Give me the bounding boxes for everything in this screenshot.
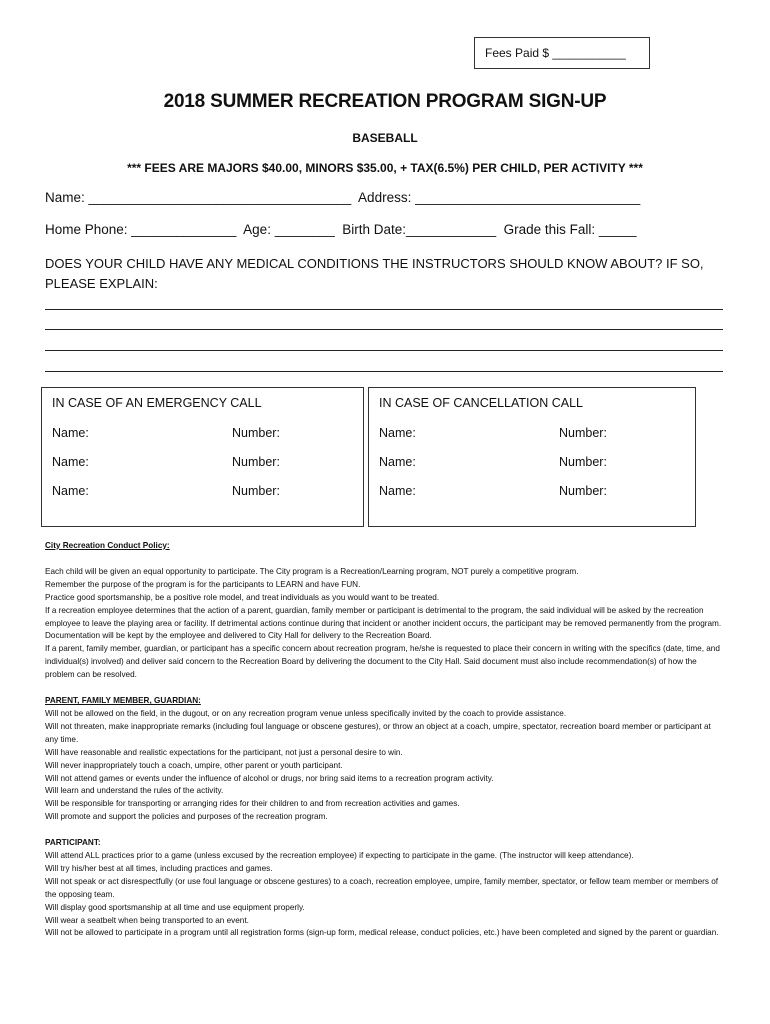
policy-paragraph: Practice good sportsmanship, be a positive role model, and treat individuals as you would want to be treated. <box>45 592 440 602</box>
fees-paid-box[interactable] <box>474 37 650 69</box>
parent-rule: Will not attend games or events under the influence of alcohol or drugs, nor bring said items to a recreation program activity. <box>45 773 494 783</box>
emergency-row[interactable] <box>52 484 363 500</box>
fees-paid-label: Fees Paid $ ___________ <box>485 46 626 60</box>
fees-notice: *** FEES ARE MAJORS $40.00, MINORS $35.00, + TAX(6.5%) PER CHILD, PER ACTIVITY *** <box>127 161 643 175</box>
participant-rule: Will attend ALL practices prior to a game (unless excused by the recreation employee) if expecting to participate in the game. (The instructor will keep attendance). <box>45 851 634 861</box>
policy-paragraph: Each child will be given an equal opportunity to participate. The City program is a Recreation/Learning program, NOT purely a competitive program. <box>45 566 579 576</box>
parent-rule: Will not threaten, make inappropriate remarks (including foul language or obscene gestures), or throw an object at a coach, umpire, spectator, recreation board member or participant at any time. <box>45 721 711 744</box>
emergency-name-label: Name: <box>52 455 89 469</box>
cancellation-number-label: Number: <box>559 484 607 498</box>
participant-rule: Will try his/her best at all times, including practices and games. <box>45 863 273 873</box>
participant-rule: Will not be allowed to participate in a program until all registration forms (sign-up form, medical release, conduct policies, etc.) have been completed and signed by the parent or guardian. <box>45 928 719 938</box>
cancellation-name-label: Name: <box>379 484 416 498</box>
explain-line-4[interactable] <box>45 371 723 372</box>
emergency-row[interactable] <box>52 455 363 471</box>
program-subtitle: BASEBALL <box>352 131 418 145</box>
name-address-line[interactable]: Name: ___________________________________ Address: ______________________________ <box>45 190 641 205</box>
emergency-name-label: Name: <box>52 426 89 440</box>
medical-question: DOES YOUR CHILD HAVE ANY MEDICAL CONDITIONS THE INSTRUCTORS SHOULD KNOW ABOUT? IF SO, PLEASE EXPLAIN: <box>45 256 704 291</box>
participant-rule: Will wear a seatbelt when being transported to an event. <box>45 915 249 925</box>
emergency-name-label: Name: <box>52 484 89 498</box>
page-title: 2018 SUMMER RECREATION PROGRAM SIGN-UP <box>163 91 607 112</box>
participant-rule: Will display good sportsmanship at all time and use equipment properly. <box>45 902 305 912</box>
cancellation-row[interactable] <box>379 484 695 500</box>
parent-rule: Will learn and understand the rules of the activity. <box>45 786 224 796</box>
emergency-row[interactable] <box>52 426 363 442</box>
cancellation-number-label: Number: <box>559 455 607 469</box>
cancellation-contact-box <box>368 387 696 527</box>
cancellation-name-label: Name: <box>379 455 416 469</box>
emergency-number-label: Number: <box>232 426 280 440</box>
explain-line-3[interactable] <box>45 350 723 351</box>
parent-rule: Will have reasonable and realistic expectations for the participant, not just a personal desire to win. <box>45 747 403 757</box>
phone-age-birth-grade-line[interactable]: Home Phone: ______________ Age: ________ Birth Date:____________ Grade this Fall: _____ <box>45 222 637 237</box>
policy-heading: City Recreation Conduct Policy: <box>45 541 170 550</box>
conduct-policy <box>45 540 725 940</box>
parent-rule: Will never inappropriately touch a coach, umpire, other parent or youth participant. <box>45 760 343 770</box>
policy-paragraph: If a parent, family member, guardian, or participant has a specific concern about recreation program, he/she is requested to place their concern in writing with the specifics (date, time, and individual(s) involved) and deliver said concern to the Recreation Board by delivering the document to the City Hall. Said document must also include recommendation(s) of how the problem can be resolved. <box>45 644 720 680</box>
cancellation-row[interactable] <box>379 426 695 442</box>
policy-paragraph: Remember the purpose of the program is for the participants to LEARN and have FUN. <box>45 579 361 589</box>
parent-rule: Will be responsible for transporting or arranging rides for their children to and from recreation activities and games. <box>45 799 460 809</box>
parent-heading: PARENT, FAMILY MEMBER, GUARDIAN: <box>45 696 201 706</box>
participant-rule: Will not speak or act disrespectfully (or use foul language or obscene gestures) to a coach, recreation employee, umpire, family member, spectator, or fellow team member or members of the opposing team. <box>45 876 719 899</box>
emergency-number-label: Number: <box>232 455 280 469</box>
cancellation-number-label: Number: <box>559 426 607 440</box>
policy-paragraph: If a recreation employee determines that the action of a parent, guardian, family member or participant is detrimental to the program, the said individual will be asked by the recreation employee to leave the playing area or facility. If detrimental actions continue during that incident or another incident occurs, the participant may be removed permanently from the program. Documentation will be kept by the employee and delivered to City Hall for delivery to the Recreation Board. <box>45 605 722 641</box>
cancellation-name-label: Name: <box>379 426 416 440</box>
parent-rule: Will promote and support the policies and purposes of the recreation program. <box>45 812 328 822</box>
emergency-contact-box <box>41 387 364 527</box>
explain-line-2[interactable] <box>45 329 723 330</box>
emergency-box-title: IN CASE OF AN EMERGENCY CALL <box>52 396 262 410</box>
parent-rule: Will not be allowed on the field, in the dugout, or on any recreation program venue unless specifically invited by the coach to provide assistance. <box>45 708 567 718</box>
cancellation-box-title: IN CASE OF CANCELLATION CALL <box>379 396 583 410</box>
explain-line-1[interactable] <box>45 309 723 310</box>
emergency-number-label: Number: <box>232 484 280 498</box>
cancellation-row[interactable] <box>379 455 695 471</box>
participant-heading: PARTICIPANT: <box>45 838 101 848</box>
